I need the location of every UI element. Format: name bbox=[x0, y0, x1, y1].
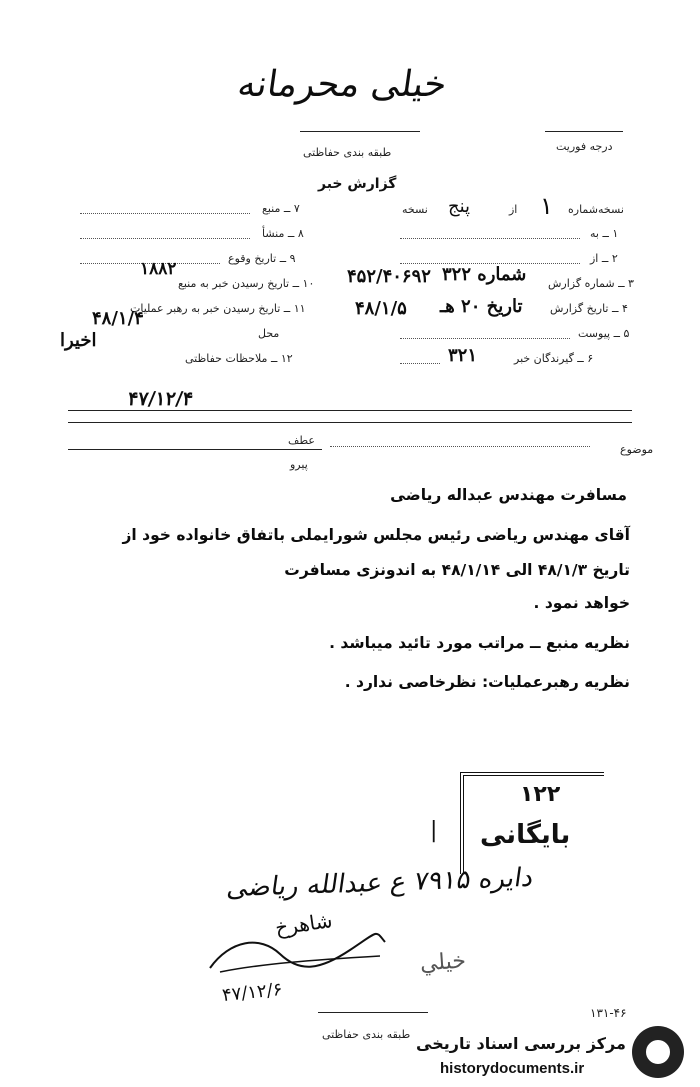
classification-label: طبقه بندی حفاظتی bbox=[303, 146, 392, 159]
field-origin-label: ۸ ــ منشأ bbox=[262, 227, 304, 240]
report-title: گزارش خبر bbox=[318, 176, 397, 192]
field-receipt-source-value: ۱۸۸۲ bbox=[140, 259, 177, 279]
faded-classification-mark: ﺧﻴﻠﻲ bbox=[419, 948, 467, 977]
field-receipt-source-label: ۱۰ ــ تاریخ رسیدن خبر به منبع bbox=[178, 277, 315, 290]
field-source-dots bbox=[80, 213, 250, 214]
field-attachment-dots bbox=[400, 338, 570, 339]
handwritten-date: ۴۷/۱۲/۴ bbox=[126, 388, 195, 410]
field-report-number-label: ۳ ــ شماره گزارش bbox=[548, 277, 634, 290]
peyro-label: پیرو bbox=[290, 458, 308, 471]
field-receipt-leader-label: ۱۱ ــ تاریخ رسیدن خبر به رهبر عملیات bbox=[130, 302, 306, 315]
stamp-text: بایگانی bbox=[480, 820, 571, 850]
subject-divider bbox=[68, 422, 632, 423]
copy-number-value: ۱ bbox=[540, 192, 553, 220]
footer-rule bbox=[318, 1012, 428, 1013]
field-report-number-value: ۴۵۲/۴۰۶۹۲ bbox=[347, 266, 431, 287]
handwritten-signature bbox=[200, 920, 390, 980]
field-recipients-label: ۶ ــ گیرندگان خبر bbox=[514, 352, 594, 365]
field-security-notes-label: ۱۲ ــ ملاحظات حفاظتی bbox=[185, 352, 293, 365]
field-to-label: ۱ ــ به bbox=[590, 227, 619, 240]
copy-total-value: پنج bbox=[448, 196, 471, 217]
copy-word-label: نسخه bbox=[402, 203, 428, 216]
watermark-url: historydocuments.ir bbox=[440, 1060, 585, 1077]
form-number: ۱۳۱-۴۶ bbox=[590, 1006, 627, 1020]
field-report-date-label: ۴ ــ تاریخ گزارش bbox=[550, 302, 628, 315]
leader-opinion: نظریه رهبرعملیات: نظرخاصی ندارد . bbox=[344, 673, 630, 691]
body-line-3: خواهد نمود . bbox=[533, 594, 630, 612]
field-report-date-annotation: تاریخ ۲۰ هـ bbox=[440, 296, 523, 317]
classification-handwritten: خیلی محرمانه bbox=[235, 64, 450, 105]
stamp-mark: | bbox=[430, 818, 438, 843]
field-location-value: اخیرا bbox=[60, 330, 97, 351]
watermark-name: مرکز بررسی اسناد تاریخی bbox=[416, 1034, 626, 1053]
copy-from-label: از bbox=[509, 203, 518, 216]
atf-peyro-divider bbox=[68, 449, 322, 450]
header-rule-left bbox=[300, 131, 420, 132]
priority-label: درجه فوریت bbox=[556, 140, 613, 153]
subject-dots bbox=[330, 446, 590, 447]
atf-label: عطف bbox=[288, 434, 315, 447]
source-opinion: نظریه منبع ــ مراتب مورد تائید میباشد . bbox=[329, 634, 630, 652]
field-recipients-dots bbox=[400, 363, 440, 364]
field-to-dots bbox=[400, 238, 580, 239]
field-location-label: محل bbox=[258, 327, 280, 340]
stamp-number: ۱۲۲ bbox=[520, 782, 561, 807]
field-receipt-leader-value: ۴۸/۱/۴ bbox=[92, 308, 144, 329]
archive-logo-icon bbox=[632, 1026, 684, 1078]
field-report-number-annotation: شماره ۳۲۲ bbox=[442, 264, 527, 285]
footer-classification-label: طبقه بندی حفاظتی bbox=[322, 1028, 411, 1041]
field-origin-dots bbox=[80, 238, 250, 239]
field-source-label: ۷ ــ منبع bbox=[262, 202, 300, 215]
handwritten-note-3: ۴۷/۱۲/۶ bbox=[221, 978, 284, 1007]
field-attachment-label: ۵ ــ پیوست bbox=[578, 327, 630, 340]
body-line-1: آقای مهندس ریاضی رئیس مجلس شورایملی باتفاق خانواده خود از bbox=[122, 526, 630, 544]
body-heading: مسافرت مهندس عبداله ریاضی bbox=[390, 486, 627, 504]
field-from-label: ۲ ــ از bbox=[590, 252, 618, 265]
handwritten-note-1: دایره ۷۹۱۵ ع عبدالله ریاضی bbox=[225, 862, 536, 904]
subject-label: موضوع bbox=[620, 443, 654, 456]
header-rule-right bbox=[545, 131, 623, 132]
header-divider bbox=[68, 410, 632, 411]
field-occurrence-date-label: ۹ ــ تاریخ وقوع bbox=[228, 252, 296, 265]
copy-number-label: نسخه‌شماره bbox=[568, 203, 624, 216]
field-report-date-value: ۴۸/۱/۵ bbox=[355, 298, 407, 319]
field-recipients-value: ۳۲۱ bbox=[448, 345, 478, 366]
body-line-2: تاریخ ۴۸/۱/۳ الی ۴۸/۱/۱۴ به اندونزی مسافرت bbox=[284, 561, 630, 579]
handwritten-note-2: شاهرخ bbox=[273, 908, 334, 940]
